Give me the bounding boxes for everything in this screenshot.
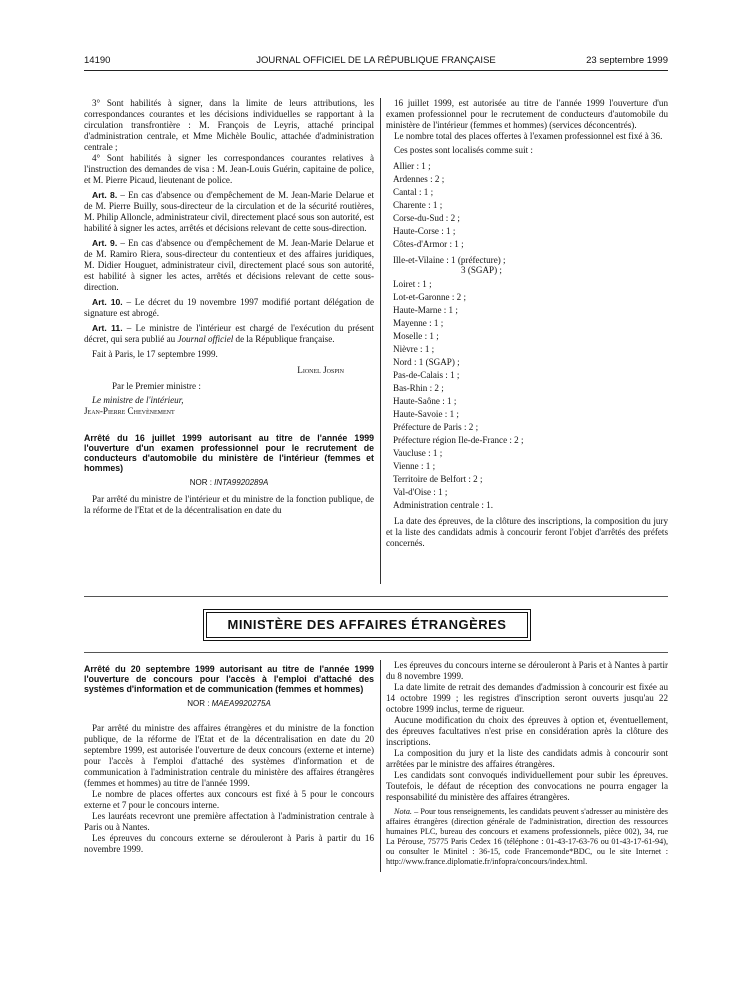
nor-label: NOR : — [187, 699, 212, 708]
article-9 — [84, 238, 374, 293]
column-b — [386, 98, 668, 549]
list-item: Préfecture région Ile-de-France : 2 ; — [393, 435, 524, 445]
paragraph: Ces postes sont localisés comme suit : — [394, 145, 533, 155]
paragraph: La date limite de retrait des demandes d'admission à concourir est fixée au 14 octobre 1999 ; les registres d'inscription seront ouverts jusqu'au 22 octobre 1999 inclus, terme de rigueur. — [386, 682, 668, 714]
list-item: Vaucluse : 1 ; — [393, 448, 443, 458]
fait-line: Fait à Paris, le 17 septembre 1999. — [92, 349, 218, 359]
list-item: Haute-Saône : 1 ; — [393, 396, 457, 406]
decree-title: Arrêté du 16 juillet 1999 autorisant au titre de l'année 1999 l'ouverture d'un examen professionnel pour le recrutement de conducteurs d'automobile du ministère de l'intérieur (femmes et hommes) — [84, 433, 374, 473]
minister-name: Jean-Pierre Chevènement — [84, 406, 175, 416]
paragraph: La composition du jury et la liste des candidats admis à concourir sont arrêtées par le ministre des affaires étrangères. — [386, 748, 668, 769]
nor-reference — [84, 477, 374, 488]
list-item: Allier : 1 ; — [393, 161, 431, 171]
list-item: Loiret : 1 ; — [393, 279, 432, 289]
minister-title: Le ministre de l'intérieur, — [92, 395, 184, 405]
paragraph: Le nombre de places offertes aux concours est fixé à 5 pour le concours externe et 7 pour le concours interne. — [84, 789, 374, 810]
list-item: Pas-de-Calais : 1 ; — [393, 370, 460, 380]
article-label: Art. 8. — [92, 190, 118, 200]
list-item — [393, 255, 668, 275]
list-item: Administration centrale : 1. — [393, 500, 494, 510]
list-item: Corse-du-Sud : 2 ; — [393, 213, 460, 223]
article-10 — [84, 297, 374, 319]
page-number: 14190 — [84, 55, 111, 66]
list-item: Haute-Corse : 1 ; — [393, 226, 456, 236]
list-item: Val-d'Oise : 1 ; — [393, 487, 448, 497]
issue-date: 23 septembre 1999 — [586, 55, 668, 66]
ministry-heading: MINISTÈRE DES AFFAIRES ÉTRANGÈRES — [206, 612, 528, 638]
paragraph: La date des épreuves, de la clôture des inscriptions, la composition du jury et la liste des candidats admis à concourir feront l'objet d'arrêtés des préfets concernés. — [386, 516, 668, 548]
ille-line-b: 3 (SGAP) ; — [461, 265, 502, 275]
article-text: de la République française. — [233, 334, 335, 344]
ille-line-a: Ille-et-Vilaine : 1 (préfecture) ; — [393, 255, 506, 265]
nor-code: MAEA9920275A — [211, 699, 271, 708]
article-text: – Le décret du 19 novembre 1997 modifié portant délégation de signature est abrogé. — [84, 297, 374, 318]
article-8 — [84, 190, 374, 234]
note-label: Nota. — [394, 807, 412, 816]
article-label: Art. 11. — [92, 323, 123, 333]
section-rule — [84, 596, 668, 597]
list-item: Territoire de Belfort : 2 ; — [393, 474, 483, 484]
article-label: Art. 10. — [92, 297, 123, 307]
page-header — [84, 55, 668, 69]
article-text: – Le ministre de l'intérieur est chargé de l'exécution du présent décret, qui sera publié au — [84, 323, 374, 344]
list-item: Bas-Rhin : 2 ; — [393, 383, 444, 393]
list-item: Vienne : 1 ; — [393, 461, 436, 471]
nor-code: INTA9920289A — [214, 478, 269, 487]
paragraph: Les épreuves du concours externe se dérouleront à Paris à partir du 16 novembre 1999. — [84, 833, 374, 854]
list-item: Haute-Savoie : 1 ; — [393, 409, 459, 419]
list-item: Charente : 1 ; — [393, 200, 443, 210]
article-text: – En cas d'absence ou d'empêchement de M. Jean-Marie Delarue et de M. Pierre Builly, sous-directeur de la circulation et de la sécurité routières, M. Philip Alloncle, administrateur civil, directement placé sous son autorité, est habilité à signer les actes, arrêtés et décisions relevant de cette sous-direction. — [84, 190, 375, 233]
list-item: Mayenne : 1 ; — [393, 318, 444, 328]
signatory: Lionel Jospin — [297, 365, 344, 375]
list-item: Cantal : 1 ; — [393, 187, 434, 197]
column-c — [84, 660, 374, 855]
article-text: – En cas d'absence ou d'empêchement de M. Jean-Marie Delarue et de M. Ramiro Riera, sous-directeur du contentieux et des affaires juridiques, M. Didier Houguet, administrateur civil, directement placé sous son autorité, est habilité à signer les actes, arrêtés et décisions relevant de cette sous-direction. — [84, 238, 375, 292]
column-divider-bottom — [380, 660, 381, 872]
nor-reference — [84, 698, 374, 709]
paragraph: Les épreuves du concours interne se dérouleront à Paris et à Nantes à partir du 8 novembre 1999. — [386, 660, 668, 681]
list-item: Haute-Marne : 1 ; — [393, 305, 458, 315]
paragraph: 16 juillet 1999, est autorisée au titre de l'année 1999 l'ouverture d'un examen professionnel pour le recrutement de conducteurs d'automobile du ministère de l'intérieur (femmes et hommes) (services déconcentrés). — [386, 98, 668, 130]
list-item: Moselle : 1 ; — [393, 331, 439, 341]
journal-name: Journal officiel — [177, 334, 234, 344]
header-rule — [84, 70, 668, 71]
paragraph: 3° Sont habilités à signer, dans la limite de leurs attributions, les correspondances courantes et les décisions individuelles se rapportant à la circulation transfrontière : M. François de Leyris, attaché principal d'administration centrale, et Mme Michèle Boulic, attachée d'administration centrale ; — [84, 98, 374, 152]
nota-note — [386, 807, 668, 867]
list-item: Préfecture de Paris : 2 ; — [393, 422, 479, 432]
note-text: – Pour tous renseignements, les candidats peuvent s'adresser au ministère des affaires étrangères (direction générale de l'administration, direction des ressources humaines PLC, bureau des concours et examens professionnels, pièce 002), 34, rue La Pérouse, 75775 Paris Cedex 16 (téléphone : 01-43-17-63-76 ou 01-43-17-61-94), ou consulter le Minitel : 36-15, code Francemonde*BDC, ou le site Internet : http://www.france.diplomatie.fr/infopra/concours/index.html. — [386, 807, 668, 866]
paragraph: Aucune modification du choix des épreuves à option et, éventuellement, des épreuves facultatives n'est prise en considération après la clôture des inscriptions. — [386, 715, 668, 747]
column-a — [84, 98, 374, 516]
article-label: Art. 9. — [92, 238, 118, 248]
paragraph: Les candidats sont convoqués individuellement pour subir les épreuves. Toutefois, le défaut de réception des convocations ne pourra engager la responsabilité du ministère des affaires étrangères. — [386, 770, 668, 802]
list-item: Nièvre : 1 ; — [393, 344, 435, 354]
decree-title: Arrêté du 20 septembre 1999 autorisant au titre de l'année 1999 l'ouverture de concours pour l'accès à l'emploi d'attaché des systèmes d'information et de communication (femmes et hommes) — [84, 664, 374, 694]
column-d — [386, 660, 668, 867]
note-paragraph — [386, 807, 668, 867]
paragraph: Par arrêté du ministre des affaires étrangères et du ministre de la fonction publique, de la réforme de l'Etat et de la décentralisation en date du 20 septembre 1999, est autorisée l'ouverture de deux concours (externe et interne) pour l'accès à l'emploi d'attaché des systèmes d'information et de communication à l'administration centrale du ministère des affaires étrangères (femmes et hommes) au titre de l'année 1999. — [84, 723, 374, 788]
article-11 — [84, 323, 374, 345]
list-item: Lot-et-Garonne : 2 ; — [393, 292, 466, 302]
nor-label: NOR : — [189, 478, 215, 487]
paragraph: 4° Sont habilités à signer les correspondances courantes relatives à l'instruction des demandes de visa : M. Jean-Louis Guérin, capitaine de police, et M. Pierre Picaud, lieutenant de police. — [84, 153, 374, 185]
paragraph: Les lauréats recevront une première affectation à l'administration centrale à Paris ou à Nantes. — [84, 811, 374, 832]
postes-list — [386, 160, 668, 512]
par-le: Par le Premier ministre : — [112, 381, 201, 391]
list-item: Côtes-d'Armor : 1 ; — [393, 239, 464, 249]
paragraph: Le nombre total des places offertes à l'examen professionnel est fixé à 36. — [394, 131, 663, 141]
column-divider-top — [380, 98, 381, 584]
paragraph: Par arrêté du ministre de l'intérieur et du ministre de la fonction publique, de la réforme de l'Etat et de la décentralisation en date du — [84, 494, 374, 515]
journal-title: JOURNAL OFFICIEL DE LA RÉPUBLIQUE FRANÇAISE — [256, 55, 496, 66]
section-rule — [84, 652, 668, 653]
list-item: Ardennes : 2 ; — [393, 174, 445, 184]
list-item: Nord : 1 (SGAP) ; — [393, 357, 460, 367]
